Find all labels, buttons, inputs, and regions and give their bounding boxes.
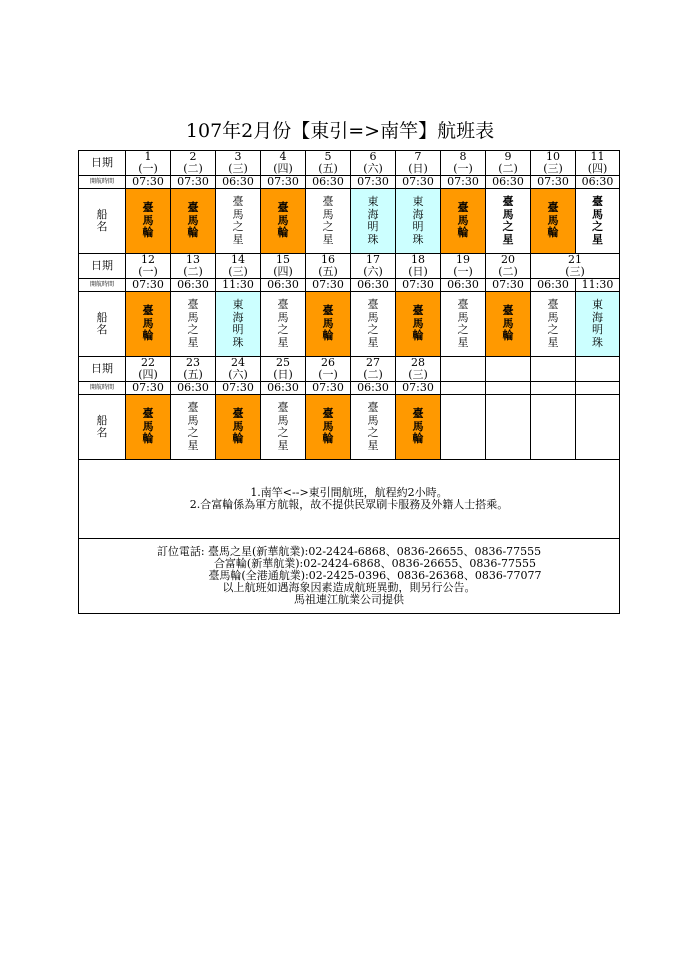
ship-cell <box>531 395 576 460</box>
ship-cell <box>351 292 396 357</box>
date-cell: 23 <box>171 357 216 370</box>
date-cell: 10 <box>531 151 576 164</box>
date-cell: 24 <box>216 357 261 370</box>
date-cell: 20 <box>486 254 531 267</box>
ship-cell <box>216 395 261 460</box>
ship-name: 臺馬輪 <box>232 407 244 446</box>
ship-name: 臺馬之星 <box>502 195 514 246</box>
time-cell: 07:30 <box>126 279 171 292</box>
ship-name: 臺馬之星 <box>187 298 199 349</box>
date-cell: 19 <box>441 254 486 267</box>
contact-section <box>79 539 620 614</box>
ship-row <box>79 292 620 357</box>
date-cell: 11 <box>576 151 620 164</box>
date-cell: 25 <box>261 357 306 370</box>
ship-cell <box>261 292 306 357</box>
ship-name: 臺馬輪 <box>322 304 334 343</box>
date-cell: 13 <box>171 254 216 267</box>
ship-name: 臺馬輪 <box>322 407 334 446</box>
weekday-cell: (六) <box>216 369 261 382</box>
departure-time-label: 開航時間 <box>79 176 126 189</box>
date-cell: 6 <box>351 151 396 164</box>
date-cell: 26 <box>306 357 351 370</box>
weekday-cell <box>576 369 620 382</box>
disclaimer: 以上航班如遇海象因素造成航班異動，則另行公告。 <box>222 581 476 594</box>
date-cell <box>531 357 576 370</box>
weekday-cell: (日) <box>396 163 441 176</box>
weekday-cell: (五) <box>306 266 351 279</box>
weekday-cell: (一) <box>306 369 351 382</box>
time-cell <box>531 382 576 395</box>
weekday-cell <box>531 369 576 382</box>
date-cell: 14 <box>216 254 261 267</box>
ship-cell <box>171 395 216 460</box>
day-row <box>79 151 620 164</box>
ship-name: 臺馬輪 <box>142 407 154 446</box>
ship-name: 臺馬輪 <box>412 407 424 446</box>
date-cell: 21 <box>531 254 620 267</box>
ship-name: 臺馬輪 <box>187 201 199 240</box>
ship-cell <box>306 395 351 460</box>
ship-name: 臺馬之星 <box>187 401 199 452</box>
weekday-cell: (一) <box>441 266 486 279</box>
weekday-cell: (三) <box>396 369 441 382</box>
ship-cell <box>306 189 351 254</box>
ship-row <box>79 189 620 254</box>
weekday-cell: (四) <box>261 266 306 279</box>
time-cell: 07:30 <box>216 382 261 395</box>
ship-cell <box>126 395 171 460</box>
time-cell <box>576 382 620 395</box>
ship-cell <box>576 292 620 357</box>
date-cell: 28 <box>396 357 441 370</box>
time-cell: 06:30 <box>351 382 396 395</box>
date-label: 日期 <box>79 357 126 382</box>
time-cell: 07:30 <box>261 176 306 189</box>
notes-section <box>79 460 620 539</box>
ship-cell <box>126 292 171 357</box>
ship-name: 臺馬之星 <box>367 401 379 452</box>
ship-cell <box>486 189 531 254</box>
weekday-cell: (二) <box>171 163 216 176</box>
ship-name: 臺馬之星 <box>322 195 334 246</box>
date-cell <box>576 357 620 370</box>
date-cell: 15 <box>261 254 306 267</box>
ship-cell <box>396 189 441 254</box>
ship-name: 東海明珠 <box>367 195 379 246</box>
date-cell <box>486 357 531 370</box>
time-cell: 07:30 <box>126 382 171 395</box>
contact-label: 訂位電話: <box>156 545 205 558</box>
weekday-cell: (二) <box>486 163 531 176</box>
date-cell: 9 <box>486 151 531 164</box>
date-cell: 18 <box>396 254 441 267</box>
time-cell: 07:30 <box>396 176 441 189</box>
ship-name-label-text: 船名 <box>96 207 108 233</box>
ship-cell <box>216 292 261 357</box>
time-cell: 06:30 <box>171 279 216 292</box>
time-cell: 07:30 <box>441 176 486 189</box>
date-cell: 2 <box>171 151 216 164</box>
time-cell: 07:30 <box>486 279 531 292</box>
ship-cell <box>531 292 576 357</box>
ship-name: 臺馬輪 <box>412 304 424 343</box>
ship-name: 臺馬輪 <box>547 201 559 240</box>
date-cell: 7 <box>396 151 441 164</box>
note-line: 2.合富輪係為軍方航報，故不提供民眾刷卡服務及外籍人士搭乘。 <box>189 498 509 511</box>
ship-cell <box>126 189 171 254</box>
weekday-cell: (六) <box>351 163 396 176</box>
date-cell: 17 <box>351 254 396 267</box>
ship-cell <box>441 395 486 460</box>
ship-name: 東海明珠 <box>232 298 244 349</box>
ship-cell <box>261 189 306 254</box>
wk-row <box>79 369 620 382</box>
time-cell: 06:30 <box>576 176 620 189</box>
contact-phone-line: 臺馬輪(全港通航業):02-2425-0396、0836-26368、0836-77077 <box>208 569 542 582</box>
ship-row <box>79 395 620 460</box>
schedule-table <box>78 150 620 614</box>
ship-cell <box>396 395 441 460</box>
day-row <box>79 357 620 370</box>
weekday-cell: (一) <box>441 163 486 176</box>
time-cell: 06:30 <box>351 279 396 292</box>
weekday-cell: (二) <box>171 266 216 279</box>
weekday-cell: (日) <box>261 369 306 382</box>
time-cell: 06:30 <box>531 279 576 292</box>
contact-phone-line: 臺馬之星(新華航業):02-2424-6868、0836-26655、0836-77555 <box>208 545 542 558</box>
ship-name-label-text: 船名 <box>96 310 108 336</box>
time-cell: 07:30 <box>126 176 171 189</box>
ship-name: 臺馬之星 <box>592 195 603 246</box>
ship-cell <box>261 395 306 460</box>
date-label: 日期 <box>79 254 126 279</box>
ship-name: 臺馬之星 <box>367 298 379 349</box>
weekday-cell: (六) <box>351 266 396 279</box>
weekday-cell <box>486 369 531 382</box>
weekday-cell: (四) <box>126 369 171 382</box>
weekday-cell: (五) <box>171 369 216 382</box>
date-cell: 3 <box>216 151 261 164</box>
page-title: 107年2月份【東引=>南竿】航班表 <box>185 120 495 142</box>
weekday-cell: (日) <box>396 266 441 279</box>
ship-name-label <box>79 292 126 357</box>
weekday-cell: (三) <box>531 163 576 176</box>
ship-name: 東海明珠 <box>412 195 424 246</box>
ship-name: 臺馬之星 <box>457 298 469 349</box>
date-cell: 4 <box>261 151 306 164</box>
ship-name: 臺馬輪 <box>277 201 289 240</box>
ship-cell <box>171 189 216 254</box>
ship-cell <box>576 189 620 254</box>
time-cell: 06:30 <box>171 382 216 395</box>
time-cell <box>441 382 486 395</box>
time-cell: 11:30 <box>216 279 261 292</box>
ship-name: 臺馬輪 <box>502 304 514 343</box>
time-cell: 06:30 <box>261 279 306 292</box>
weekday-cell: (三) <box>216 266 261 279</box>
date-label: 日期 <box>79 151 126 176</box>
date-cell: 27 <box>351 357 396 370</box>
ship-name: 臺馬之星 <box>232 195 244 246</box>
time-cell: 07:30 <box>396 382 441 395</box>
time-cell: 07:30 <box>396 279 441 292</box>
ship-name: 東海明珠 <box>592 298 603 349</box>
ship-name: 臺馬輪 <box>142 304 154 343</box>
weekday-cell: (四) <box>261 163 306 176</box>
time-cell: 07:30 <box>531 176 576 189</box>
note-line: 1.南竿<-->東引間航班，航程約2小時。 <box>250 486 448 499</box>
ship-name-label <box>79 189 126 254</box>
date-cell: 5 <box>306 151 351 164</box>
weekday-cell: (三) <box>531 266 620 279</box>
weekday-cell: (三) <box>216 163 261 176</box>
ship-cell <box>486 292 531 357</box>
ship-cell <box>576 395 620 460</box>
ship-cell <box>396 292 441 357</box>
time-cell: 11:30 <box>576 279 620 292</box>
date-cell: 1 <box>126 151 171 164</box>
ship-name: 臺馬輪 <box>142 201 154 240</box>
time-cell: 07:30 <box>171 176 216 189</box>
weekday-cell: (一) <box>126 266 171 279</box>
ship-cell <box>351 395 396 460</box>
weekday-cell: (五) <box>306 163 351 176</box>
time-cell: 07:30 <box>306 279 351 292</box>
wk-row <box>79 163 620 176</box>
weekday-cell: (四) <box>576 163 620 176</box>
ship-name: 臺馬輪 <box>457 201 469 240</box>
contact-phone-line: 合富輪(新華航業):02-2424-6868、0836-26655、0836-77555 <box>213 557 537 570</box>
date-cell <box>441 357 486 370</box>
tm-row <box>79 382 620 395</box>
weekday-cell: (一) <box>126 163 171 176</box>
time-cell: 06:30 <box>261 382 306 395</box>
time-cell <box>486 382 531 395</box>
weekday-cell: (二) <box>351 369 396 382</box>
time-cell: 07:30 <box>306 382 351 395</box>
ship-name: 臺馬之星 <box>277 401 289 452</box>
ship-cell <box>351 189 396 254</box>
ship-cell <box>216 189 261 254</box>
ship-name-label-text: 船名 <box>96 413 108 439</box>
departure-time-label: 開航時間 <box>79 382 126 395</box>
date-cell: 16 <box>306 254 351 267</box>
ship-name: 臺馬之星 <box>277 298 289 349</box>
weekday-cell: (二) <box>486 266 531 279</box>
ship-cell <box>486 395 531 460</box>
day-row <box>79 254 620 267</box>
date-cell: 8 <box>441 151 486 164</box>
ship-cell <box>171 292 216 357</box>
time-cell: 06:30 <box>486 176 531 189</box>
time-cell: 07:30 <box>351 176 396 189</box>
time-cell: 06:30 <box>306 176 351 189</box>
ship-cell <box>441 189 486 254</box>
date-cell: 22 <box>126 357 171 370</box>
time-cell: 06:30 <box>216 176 261 189</box>
departure-time-label: 開航時間 <box>79 279 126 292</box>
ship-cell <box>441 292 486 357</box>
provider: 馬祖連江航業公司提供 <box>294 593 404 606</box>
ship-cell <box>306 292 351 357</box>
weekday-cell <box>441 369 486 382</box>
time-cell: 06:30 <box>441 279 486 292</box>
date-cell: 12 <box>126 254 171 267</box>
ship-name: 臺馬之星 <box>547 298 559 349</box>
ship-cell <box>531 189 576 254</box>
wk-row <box>79 266 620 279</box>
tm-row <box>79 279 620 292</box>
tm-row <box>79 176 620 189</box>
ship-name-label <box>79 395 126 460</box>
